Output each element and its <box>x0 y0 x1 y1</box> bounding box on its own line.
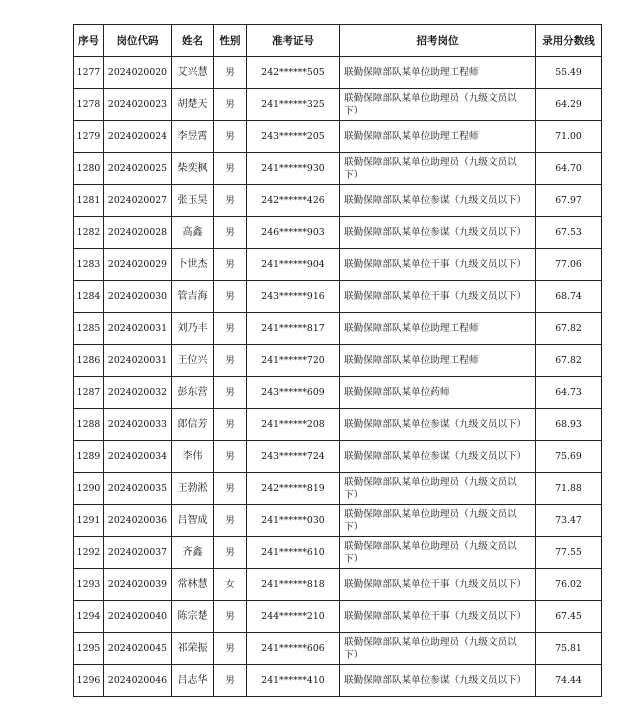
gender-cell: 男 <box>214 345 247 377</box>
table-row <box>74 409 602 441</box>
name-cell: 柴奕枫 <box>172 153 214 185</box>
post-code-cell: 2024020025 <box>104 153 172 185</box>
serial-cell: 1280 <box>74 153 104 185</box>
header-post-code: 岗位代码 <box>104 25 172 57</box>
serial-cell: 1288 <box>74 409 104 441</box>
table-row <box>74 121 602 153</box>
exam-id-cell: 241******410 <box>247 665 340 697</box>
serial-cell: 1294 <box>74 601 104 633</box>
position-cell: 联勤保障部队某单位干事（九级文员以下） <box>340 281 536 313</box>
name-cell: 王位兴 <box>172 345 214 377</box>
gender-cell: 男 <box>214 313 247 345</box>
post-code-cell: 2024020031 <box>104 345 172 377</box>
serial-cell: 1285 <box>74 313 104 345</box>
position-cell: 联勤保障部队某单位助理员（九级文员以下） <box>340 153 536 185</box>
position-cell: 联勤保障部队某单位参谋（九级文员以下） <box>340 441 536 473</box>
score-cell: 64.29 <box>536 89 602 121</box>
exam-id-cell: 241******030 <box>247 505 340 537</box>
table-row <box>74 441 602 473</box>
gender-cell: 男 <box>214 537 247 569</box>
table-row <box>74 153 602 185</box>
name-cell: 祁荣振 <box>172 633 214 665</box>
header-position: 招考岗位 <box>340 25 536 57</box>
position-cell: 联勤保障部队某单位药师 <box>340 377 536 409</box>
header-row <box>74 25 602 57</box>
exam-id-cell: 241******325 <box>247 89 340 121</box>
name-cell: 胡楚天 <box>172 89 214 121</box>
name-cell: 常林慧 <box>172 569 214 601</box>
name-cell: 王勃淞 <box>172 473 214 505</box>
position-cell: 联勤保障部队某单位参谋（九级文员以下） <box>340 409 536 441</box>
gender-cell: 男 <box>214 377 247 409</box>
post-code-cell: 2024020031 <box>104 313 172 345</box>
serial-cell: 1290 <box>74 473 104 505</box>
score-cell: 67.53 <box>536 217 602 249</box>
table-row <box>74 89 602 121</box>
header-gender: 性别 <box>214 25 247 57</box>
exam-id-cell: 241******904 <box>247 249 340 281</box>
position-cell: 联勤保障部队某单位参谋（九级文员以下） <box>340 217 536 249</box>
table-row <box>74 185 602 217</box>
score-cell: 64.73 <box>536 377 602 409</box>
gender-cell: 男 <box>214 153 247 185</box>
name-cell: 吕志华 <box>172 665 214 697</box>
name-cell: 艾兴慧 <box>172 57 214 89</box>
admission-score-table <box>73 24 602 697</box>
exam-id-cell: 242******426 <box>247 185 340 217</box>
position-cell: 联勤保障部队某单位助理员（九级文员以下） <box>340 89 536 121</box>
post-code-cell: 2024020034 <box>104 441 172 473</box>
serial-cell: 1291 <box>74 505 104 537</box>
table-row <box>74 633 602 665</box>
exam-id-cell: 243******609 <box>247 377 340 409</box>
score-cell: 67.82 <box>536 313 602 345</box>
serial-cell: 1279 <box>74 121 104 153</box>
post-code-cell: 2024020040 <box>104 601 172 633</box>
post-code-cell: 2024020045 <box>104 633 172 665</box>
score-cell: 68.93 <box>536 409 602 441</box>
score-cell: 77.55 <box>536 537 602 569</box>
table-row <box>74 217 602 249</box>
post-code-cell: 2024020020 <box>104 57 172 89</box>
position-cell: 联勤保障部队某单位助理员（九级文员以下） <box>340 473 536 505</box>
name-cell: 管吉海 <box>172 281 214 313</box>
post-code-cell: 2024020046 <box>104 665 172 697</box>
name-cell: 李伟 <box>172 441 214 473</box>
score-cell: 71.88 <box>536 473 602 505</box>
position-cell: 联勤保障部队某单位助理员（九级文员以下） <box>340 537 536 569</box>
score-cell: 73.47 <box>536 505 602 537</box>
exam-id-cell: 246******903 <box>247 217 340 249</box>
position-cell: 联勤保障部队某单位干事（九级文员以下） <box>340 601 536 633</box>
post-code-cell: 2024020030 <box>104 281 172 313</box>
post-code-cell: 2024020033 <box>104 409 172 441</box>
table-row <box>74 473 602 505</box>
post-code-cell: 2024020028 <box>104 217 172 249</box>
score-cell: 68.74 <box>536 281 602 313</box>
serial-cell: 1295 <box>74 633 104 665</box>
gender-cell: 男 <box>214 217 247 249</box>
serial-cell: 1281 <box>74 185 104 217</box>
table-row <box>74 313 602 345</box>
exam-id-cell: 242******505 <box>247 57 340 89</box>
table-row <box>74 281 602 313</box>
table-row <box>74 665 602 697</box>
serial-cell: 1292 <box>74 537 104 569</box>
position-cell: 联勤保障部队某单位助理工程师 <box>340 313 536 345</box>
name-cell: 张玉昊 <box>172 185 214 217</box>
gender-cell: 男 <box>214 473 247 505</box>
serial-cell: 1282 <box>74 217 104 249</box>
post-code-cell: 2024020039 <box>104 569 172 601</box>
position-cell: 联勤保障部队某单位助理工程师 <box>340 121 536 153</box>
post-code-cell: 2024020027 <box>104 185 172 217</box>
table-row <box>74 57 602 89</box>
name-cell: 刘乃丰 <box>172 313 214 345</box>
position-cell: 联勤保障部队某单位参谋（九级文员以下） <box>340 185 536 217</box>
table-row <box>74 537 602 569</box>
name-cell: 李昱霄 <box>172 121 214 153</box>
gender-cell: 男 <box>214 601 247 633</box>
name-cell: 吕智成 <box>172 505 214 537</box>
serial-cell: 1284 <box>74 281 104 313</box>
name-cell: 高鑫 <box>172 217 214 249</box>
table-row <box>74 569 602 601</box>
serial-cell: 1283 <box>74 249 104 281</box>
post-code-cell: 2024020035 <box>104 473 172 505</box>
post-code-cell: 2024020036 <box>104 505 172 537</box>
gender-cell: 男 <box>214 281 247 313</box>
score-cell: 77.06 <box>536 249 602 281</box>
serial-cell: 1289 <box>74 441 104 473</box>
position-cell: 联勤保障部队某单位助理员（九级文员以下） <box>340 633 536 665</box>
post-code-cell: 2024020024 <box>104 121 172 153</box>
score-cell: 71.00 <box>536 121 602 153</box>
gender-cell: 男 <box>214 121 247 153</box>
exam-id-cell: 241******818 <box>247 569 340 601</box>
position-cell: 联勤保障部队某单位干事（九级文员以下） <box>340 249 536 281</box>
name-cell: 陈宗楚 <box>172 601 214 633</box>
header-score-line: 录用分数线 <box>536 25 602 57</box>
score-cell: 67.97 <box>536 185 602 217</box>
score-cell: 75.81 <box>536 633 602 665</box>
position-cell: 联勤保障部队某单位助理工程师 <box>340 57 536 89</box>
serial-cell: 1278 <box>74 89 104 121</box>
score-cell: 67.45 <box>536 601 602 633</box>
gender-cell: 男 <box>214 665 247 697</box>
score-cell: 76.02 <box>536 569 602 601</box>
exam-id-cell: 241******606 <box>247 633 340 665</box>
table-body <box>74 57 602 697</box>
post-code-cell: 2024020029 <box>104 249 172 281</box>
exam-id-cell: 244******210 <box>247 601 340 633</box>
header-name: 姓名 <box>172 25 214 57</box>
table-row <box>74 249 602 281</box>
serial-cell: 1286 <box>74 345 104 377</box>
serial-cell: 1293 <box>74 569 104 601</box>
exam-id-cell: 243******724 <box>247 441 340 473</box>
score-cell: 67.82 <box>536 345 602 377</box>
post-code-cell: 2024020037 <box>104 537 172 569</box>
gender-cell: 男 <box>214 57 247 89</box>
serial-cell: 1296 <box>74 665 104 697</box>
name-cell: 齐鑫 <box>172 537 214 569</box>
exam-id-cell: 241******208 <box>247 409 340 441</box>
name-cell: 卜世杰 <box>172 249 214 281</box>
gender-cell: 男 <box>214 409 247 441</box>
exam-id-cell: 241******817 <box>247 313 340 345</box>
gender-cell: 男 <box>214 249 247 281</box>
score-cell: 74.44 <box>536 665 602 697</box>
table-row <box>74 345 602 377</box>
exam-id-cell: 241******610 <box>247 537 340 569</box>
header-exam-id: 准考证号 <box>247 25 340 57</box>
name-cell: 郎信芳 <box>172 409 214 441</box>
gender-cell: 男 <box>214 89 247 121</box>
score-cell: 64.70 <box>536 153 602 185</box>
gender-cell: 男 <box>214 505 247 537</box>
position-cell: 联勤保障部队某单位参谋（九级文员以下） <box>340 665 536 697</box>
header-serial: 序号 <box>74 25 104 57</box>
post-code-cell: 2024020032 <box>104 377 172 409</box>
position-cell: 联勤保障部队某单位助理工程师 <box>340 345 536 377</box>
serial-cell: 1277 <box>74 57 104 89</box>
score-cell: 55.49 <box>536 57 602 89</box>
table-row <box>74 601 602 633</box>
name-cell: 彭东营 <box>172 377 214 409</box>
serial-cell: 1287 <box>74 377 104 409</box>
exam-id-cell: 241******720 <box>247 345 340 377</box>
position-cell: 联勤保障部队某单位干事（九级文员以下） <box>340 569 536 601</box>
gender-cell: 男 <box>214 185 247 217</box>
exam-id-cell: 242******819 <box>247 473 340 505</box>
exam-id-cell: 243******916 <box>247 281 340 313</box>
position-cell: 联勤保障部队某单位助理员（九级文员以下） <box>340 505 536 537</box>
gender-cell: 男 <box>214 633 247 665</box>
table-row <box>74 377 602 409</box>
exam-id-cell: 241******930 <box>247 153 340 185</box>
gender-cell: 女 <box>214 569 247 601</box>
exam-id-cell: 243******205 <box>247 121 340 153</box>
score-cell: 75.69 <box>536 441 602 473</box>
table-row <box>74 505 602 537</box>
post-code-cell: 2024020023 <box>104 89 172 121</box>
gender-cell: 男 <box>214 441 247 473</box>
